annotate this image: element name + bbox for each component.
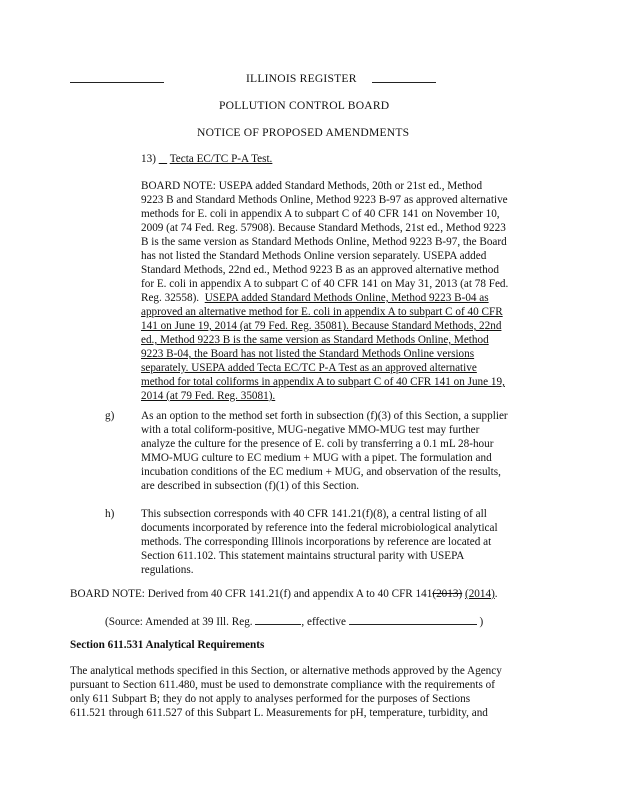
section-heading: Section 611.531 Analytical Requirements [70, 639, 265, 651]
note1-underlined: ed., Method 9223 B is the same version as Standard Methods Online, Method [141, 334, 489, 346]
note1-underlined: 9223 B-04, the Board has not listed the Standard Methods Online versions [141, 348, 475, 360]
note1-line: 9223 B and Standard Methods Online, Method 9223 B-97 as approved alternative [141, 194, 508, 206]
header-rule-right [372, 82, 436, 83]
subsection-g-line: MMO-MUG culture to EC medium + MUG with a pipet. The formulation and [141, 452, 492, 464]
note1-line: Reg. 32558). [141, 292, 200, 304]
note1-underlined: USEPA added Standard Methods Online, Method 9223 B-04 as [204, 292, 489, 304]
section-body-line: 611.521 through 611.527 of this Subpart L. Measurements for pH, temperature, turbidity, and [70, 707, 488, 719]
struck-year: (2013) [432, 588, 463, 600]
register-page-blank [255, 614, 301, 625]
note1-line: has not listed the Standard Methods Online version separately. USEPA added [141, 250, 487, 262]
subsection-h-line: documents incorporated by reference into the federal microbiological analytical [141, 522, 498, 534]
note1-underlined: separately. USEPA added Tecta EC/TC P-A Test as an approved alternative [141, 362, 477, 374]
subsection-g-line: with a total coliform-positive, MUG-negative MMO-MUG test may further [141, 424, 480, 436]
subsection-g-line: As an option to the method set forth in subsection (f)(3) of this Section, a supplier [141, 410, 508, 422]
board-note-2: BOARD NOTE: Derived from 40 CFR 141.21(f) and appendix A to 40 CFR 141(2013) (2014). [70, 588, 498, 600]
note1-underlined: 141 on June 19, 2014 (at 79 Fed. Reg. 35081). Because Standard Methods, 22nd [141, 320, 502, 332]
note1-underlined: 2014 (at 79 Fed. Reg. 35081). [141, 390, 276, 402]
subsection-g-label: g) [105, 410, 115, 422]
subsection-h-line: This subsection corresponds with 40 CFR 141.21(f)(8), a central listing of all [141, 508, 487, 520]
note1-line: Standard Methods, 22nd ed., Method 9223 B as an approved alternative method [141, 264, 499, 276]
header-rule-left [70, 82, 164, 83]
board-title: POLLUTION CONTROL BOARD [219, 99, 390, 112]
item-13-number: 13) [141, 153, 156, 165]
section-body-line: The analytical methods specified in this Section, or alternative methods approved by the Agency [70, 665, 502, 677]
note1-line: methods for E. coli in appendix A to subpart C of 40 CFR 141 on November 10, [141, 208, 500, 220]
effective-date-blank [349, 614, 477, 625]
item-13 [141, 152, 272, 166]
section-body-line: pursuant to Section 611.480, must be used to demonstrate compliance with the requirements of [70, 679, 495, 691]
subsection-h-line: Section 611.102. This statement maintains structural parity with USEPA [141, 550, 465, 562]
subsection-g-line: incubation conditions of the EC medium + MUG, and observation of the results, [141, 466, 501, 478]
note1-line: 2009 (at 74 Fed. Reg. 57908). Because Standard Methods, 21st ed., Method 9223 [141, 222, 506, 234]
item-13-label: Tecta EC/TC P-A Test. [169, 153, 273, 165]
note1-underlined: approved an alternative method for E. coli in appendix A to subpart C of 40 CFR [141, 306, 503, 318]
section-body-line: only 611 Subpart B; they do not apply to analyses performed for the purposes of Sections [70, 693, 471, 705]
subsection-g-line: are described in subsection (f)(1) of this Section. [141, 480, 360, 492]
subsection-h-line: methods. The corresponding Illinois incorporations by reference are located at [141, 536, 492, 548]
register-title: ILLINOIS REGISTER [246, 72, 357, 85]
board-note-2-text: BOARD NOTE: Derived from 40 CFR 141.21(f) and appendix A to 40 CFR 141 [70, 588, 433, 600]
note1-line-mixed [141, 291, 489, 305]
subsection-h-line: regulations. [141, 564, 194, 576]
subsection-h-label: h) [105, 508, 115, 520]
source-line: (Source: Amended at 39 Ill. Reg. , effective ) [105, 616, 484, 628]
note1-line: B is the same version as Standard Methods Online, Method 9223 B-97, the Board [141, 236, 507, 248]
note1-line: for E. coli in appendix A to subpart C of 40 CFR 141 on May 31, 2013 (at 78 Fed. [141, 278, 509, 290]
note1-underlined: method for total coliforms in appendix A to subpart C of 40 CFR 141 on June 19, [141, 376, 505, 388]
notice-title: NOTICE OF PROPOSED AMENDMENTS [197, 126, 410, 139]
subsection-g-line: analyze the culture for the presence of E. coli by transferring a 0.1 mL 28-hour [141, 438, 494, 450]
note1-line: BOARD NOTE: USEPA added Standard Methods, 20th or 21st ed., Method [141, 180, 483, 192]
new-year: (2014) [464, 588, 495, 600]
